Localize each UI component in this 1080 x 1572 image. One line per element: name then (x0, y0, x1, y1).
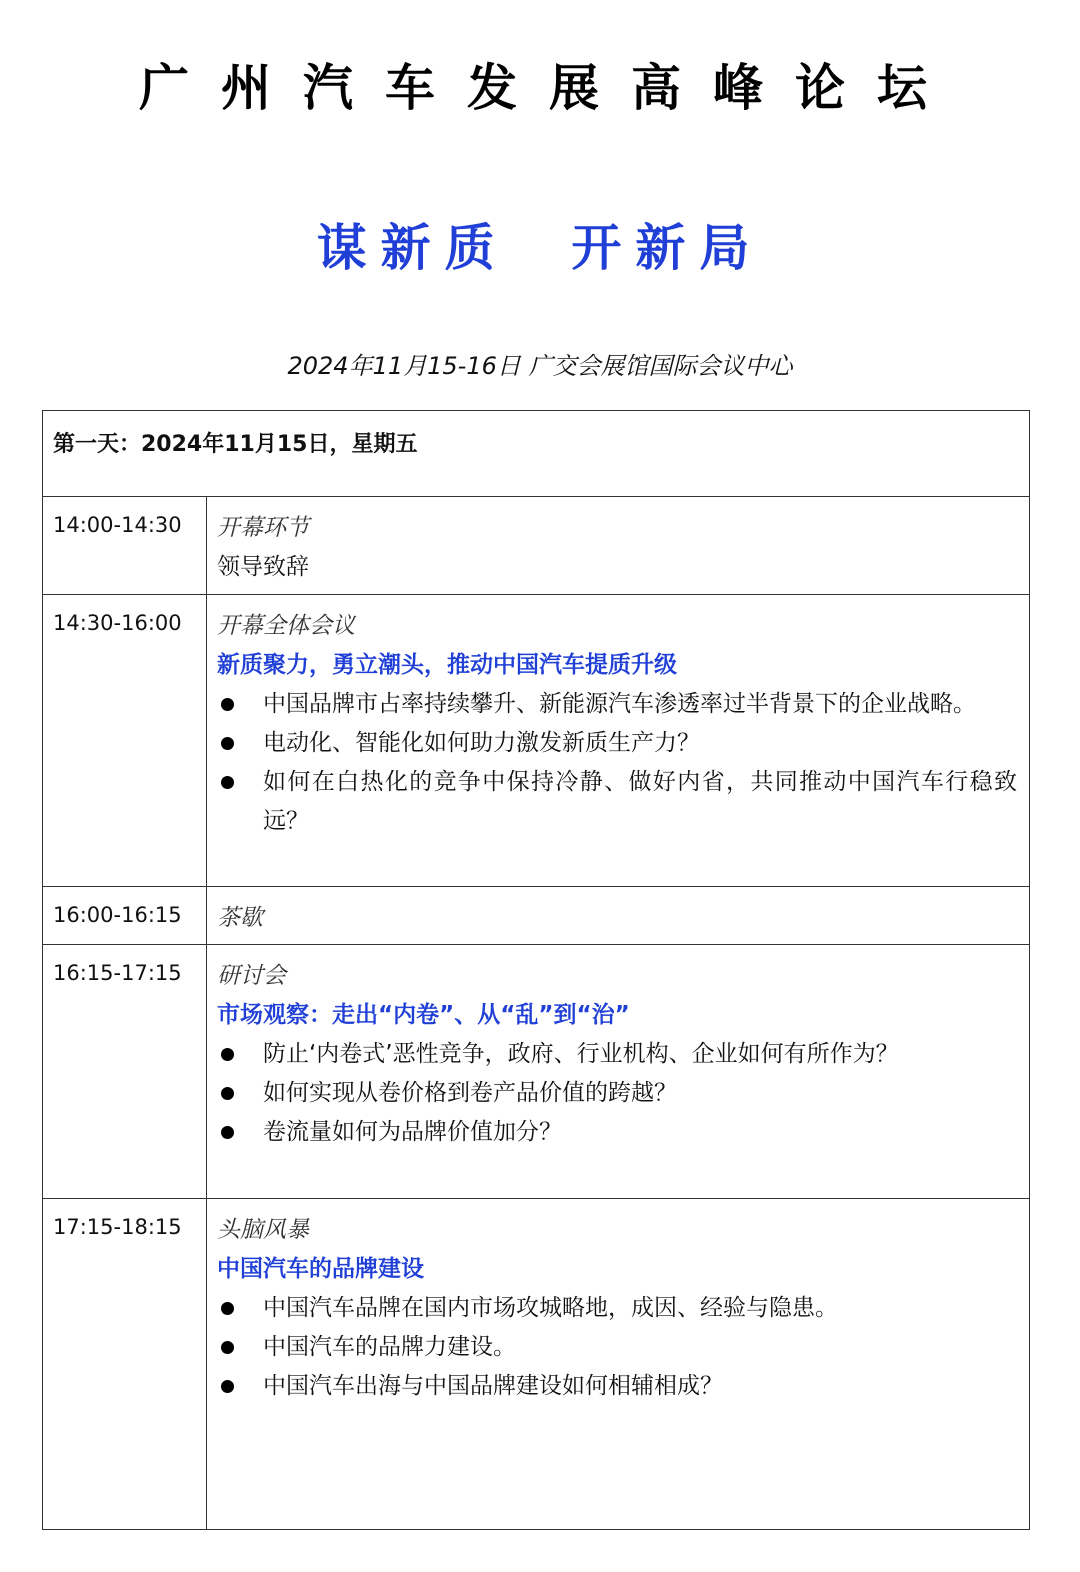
session-time: 14:30-16:00 (43, 595, 207, 886)
point-text: 如何实现从卷价格到卷产品价值的跨越？ (263, 1080, 677, 1106)
session-description: 领导致辞 (217, 554, 309, 580)
session-type: 茶歇 (217, 905, 263, 931)
bullet-icon (221, 1302, 234, 1315)
list-item (217, 1035, 1017, 1074)
bullet-icon (221, 698, 234, 711)
list-item (217, 763, 1017, 841)
session-row (43, 497, 1029, 595)
bullet-icon (221, 1048, 234, 1061)
point-text: 防止‘内卷式’恶性竞争，政府、行业机构、企业如何有所作为？ (263, 1041, 899, 1067)
list-item (217, 1328, 1017, 1367)
session-time: 16:00-16:15 (43, 887, 207, 944)
list-item (217, 1074, 1017, 1113)
slogan: 谋新质 开新局 (316, 219, 764, 277)
session-content (207, 497, 1029, 594)
list-item (217, 1289, 1017, 1328)
session-content (207, 887, 1029, 944)
bullet-icon (221, 1126, 234, 1139)
session-time: 17:15-18:15 (43, 1199, 207, 1529)
point-text: 如何在白热化的竞争中保持冷静、做好内省，共同推动中国汽车行稳致远？ (263, 769, 1017, 834)
point-text: 中国汽车出海与中国品牌建设如何相辅相成？ (263, 1373, 723, 1399)
session-row (43, 595, 1029, 887)
session-type: 开幕全体会议 (217, 613, 355, 639)
session-time: 14:00-14:30 (43, 497, 207, 594)
session-content (207, 1199, 1029, 1529)
session-theme: 中国汽车的品牌建设 (217, 1256, 424, 1282)
session-type: 研讨会 (217, 963, 286, 989)
point-text: 中国汽车的品牌力建设。 (263, 1334, 516, 1360)
bullet-icon (221, 1380, 234, 1393)
session-time: 16:15-17:15 (43, 945, 207, 1198)
session-content (207, 595, 1029, 886)
list-item (217, 1367, 1017, 1406)
point-text: 卷流量如何为品牌价值加分？ (263, 1119, 562, 1145)
bullet-icon (221, 1087, 234, 1100)
point-text: 电动化、智能化如何助力激发新质生产力？ (263, 730, 700, 756)
event-date-venue: 2024年11月15-16日 广交会展馆国际会议中心 (287, 352, 793, 380)
session-theme: 市场观察：走出“内卷”、从“乱”到“治” (217, 1002, 630, 1028)
session-row (43, 945, 1029, 1199)
discussion-points (217, 685, 1017, 841)
session-type: 头脑风暴 (217, 1217, 309, 1243)
agenda-table (42, 410, 1030, 1530)
bullet-icon (221, 1341, 234, 1354)
session-content (207, 945, 1029, 1198)
list-item (217, 1113, 1017, 1152)
session-type: 开幕环节 (217, 515, 309, 541)
session-row (43, 1199, 1029, 1529)
session-theme: 新质聚力，勇立潮头，推动中国汽车提质升级 (217, 652, 677, 678)
point-text: 中国品牌市占率持续攀升、新能源汽车渗透率过半背景下的企业战略。 (263, 691, 976, 717)
list-item (217, 724, 1017, 763)
bullet-icon (221, 776, 234, 789)
forum-title: 广州汽车发展高峰论坛 (139, 59, 959, 117)
point-text: 中国汽车品牌在国内市场攻城略地，成因、经验与隐患。 (263, 1295, 838, 1321)
discussion-points (217, 1289, 1017, 1406)
discussion-points (217, 1035, 1017, 1152)
day-header: 第一天：2024年11月15日，星期五 (43, 411, 1029, 497)
list-item (217, 685, 1017, 724)
bullet-icon (221, 737, 234, 750)
session-row (43, 887, 1029, 945)
